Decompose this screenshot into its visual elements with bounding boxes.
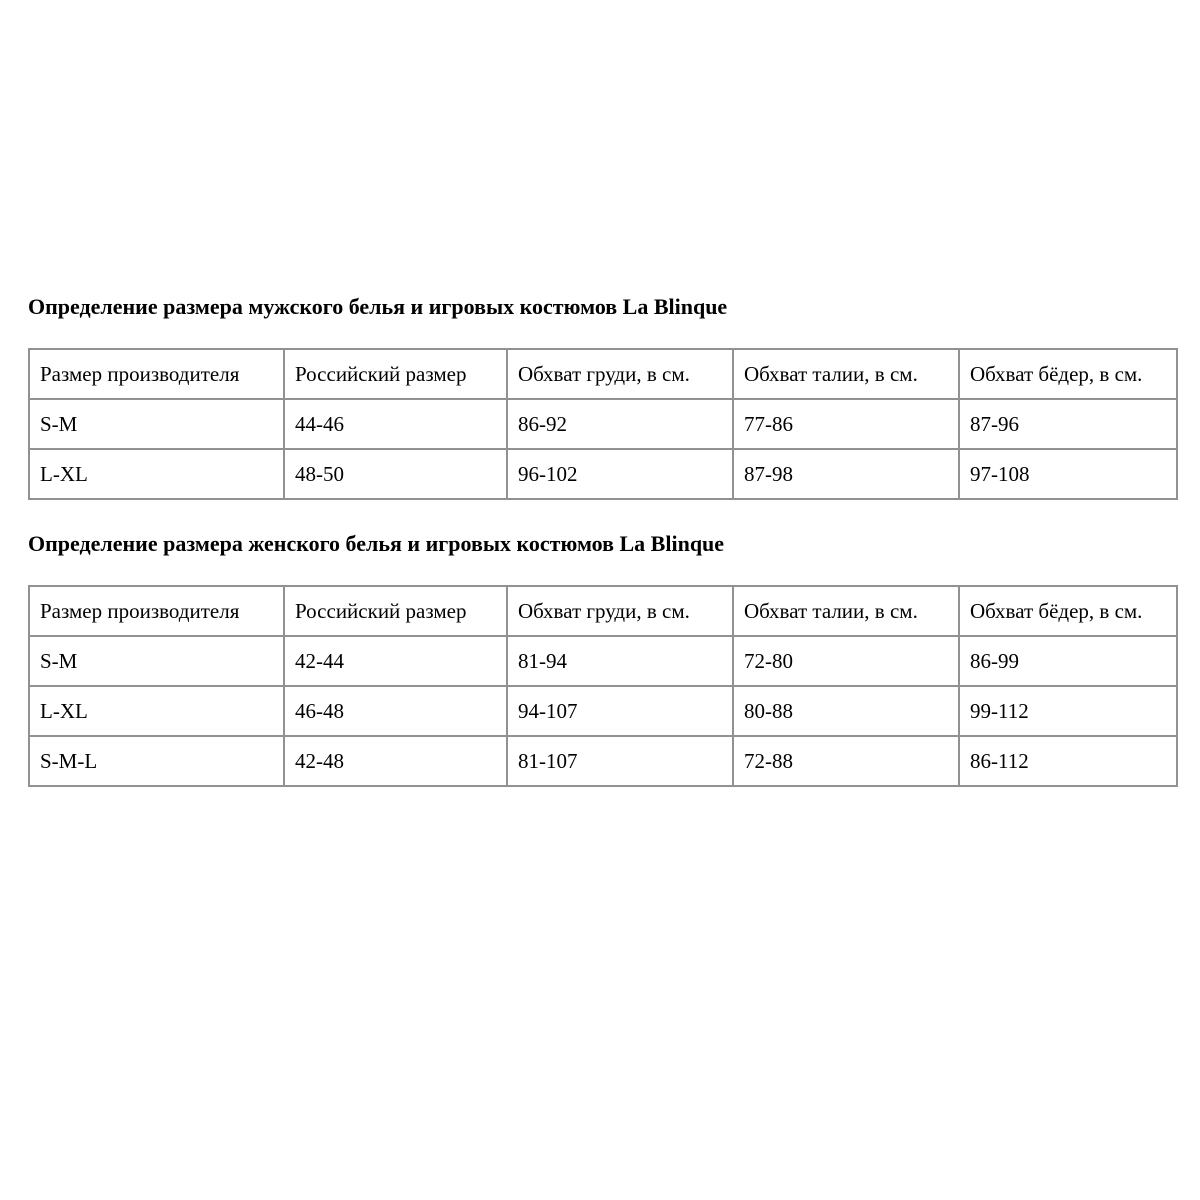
size-cell: 81-94 (507, 636, 733, 686)
column-header-chest: Обхват груди, в см. (507, 349, 733, 399)
size-cell: S-M (29, 636, 284, 686)
section-heading-mens: Определение размера мужского белья и игровых костюмов La Blinque (28, 294, 728, 319)
table-header-row (29, 349, 1177, 399)
size-cell: 96-102 (507, 449, 733, 499)
size-cell: 46-48 (284, 686, 507, 736)
size-cell: L-XL (29, 449, 284, 499)
size-cell: 42-48 (284, 736, 507, 786)
section-heading-womens: Определение размера женского белья и игровых костюмов La Blinque (28, 531, 725, 556)
table-header-row (29, 586, 1177, 636)
table-row (29, 449, 1177, 499)
size-cell: 77-86 (733, 399, 959, 449)
size-cell: 94-107 (507, 686, 733, 736)
table-row (29, 636, 1177, 686)
column-header-manufacturer-size: Размер производителя (29, 586, 284, 636)
size-cell: 87-98 (733, 449, 959, 499)
column-header-russian-size: Российский размер (284, 349, 507, 399)
column-header-hips: Обхват бёдер, в см. (959, 349, 1177, 399)
column-header-chest: Обхват груди, в см. (507, 586, 733, 636)
size-cell: 86-112 (959, 736, 1177, 786)
column-header-waist: Обхват талии, в см. (733, 349, 959, 399)
size-cell: S-M-L (29, 736, 284, 786)
table-row (29, 736, 1177, 786)
size-cell: 87-96 (959, 399, 1177, 449)
size-cell: S-M (29, 399, 284, 449)
size-cell: 44-46 (284, 399, 507, 449)
column-header-russian-size: Российский размер (284, 586, 507, 636)
size-cell: 99-112 (959, 686, 1177, 736)
size-cell: L-XL (29, 686, 284, 736)
column-header-hips: Обхват бёдер, в см. (959, 586, 1177, 636)
size-cell: 72-88 (733, 736, 959, 786)
column-header-waist: Обхват талии, в см. (733, 586, 959, 636)
column-header-manufacturer-size: Размер производителя (29, 349, 284, 399)
size-cell: 48-50 (284, 449, 507, 499)
size-cell: 80-88 (733, 686, 959, 736)
size-cell: 86-99 (959, 636, 1177, 686)
mens-size-table (28, 348, 1178, 500)
womens-size-table (28, 585, 1178, 787)
table-row (29, 686, 1177, 736)
size-cell: 72-80 (733, 636, 959, 686)
size-cell: 97-108 (959, 449, 1177, 499)
size-cell: 42-44 (284, 636, 507, 686)
table-row (29, 399, 1177, 449)
size-cell: 81-107 (507, 736, 733, 786)
size-cell: 86-92 (507, 399, 733, 449)
